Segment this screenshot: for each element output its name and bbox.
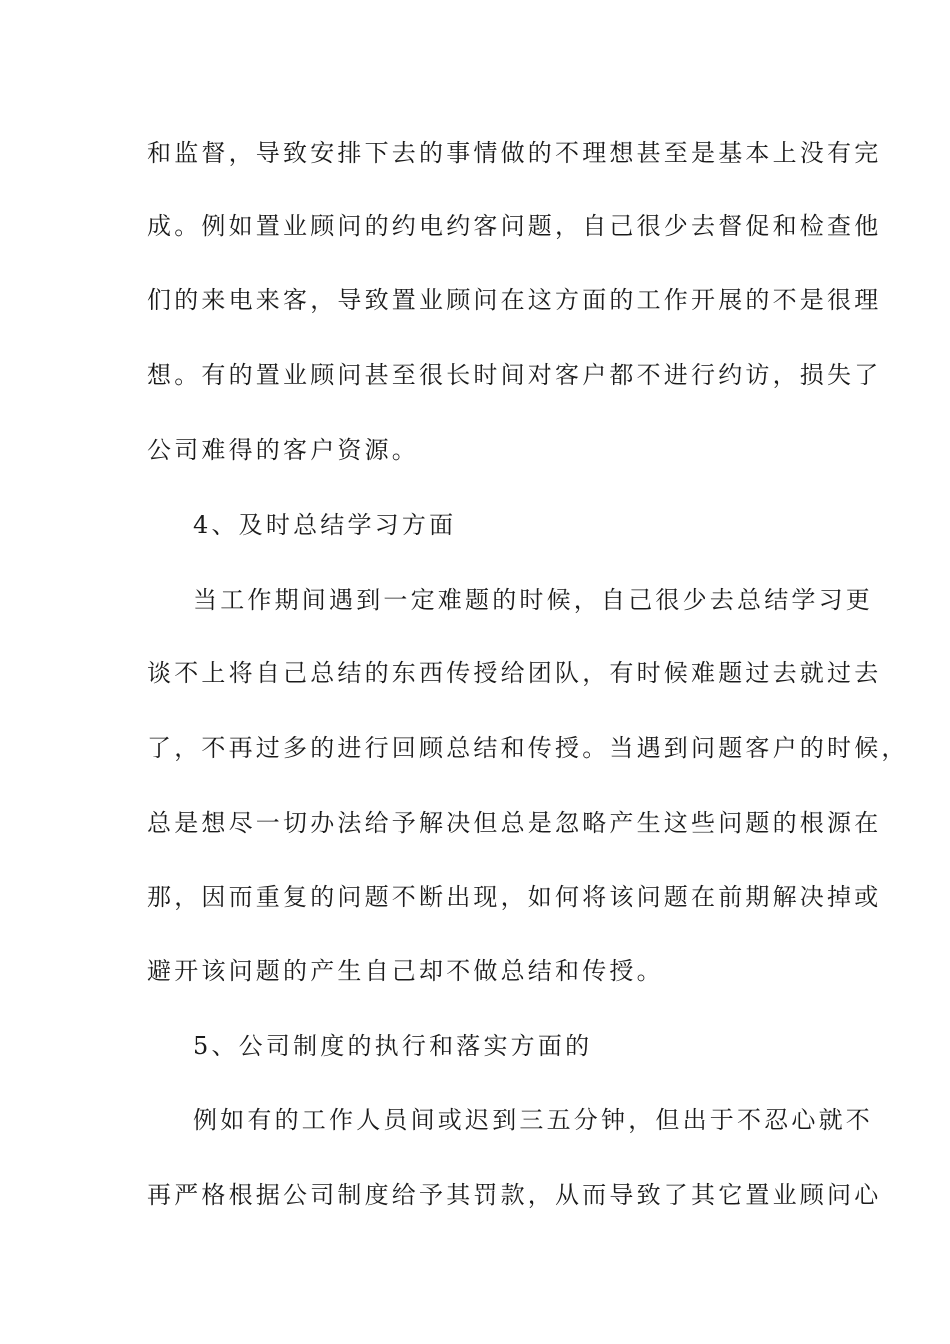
paragraph-line: 和监督，导致安排下去的事情做的不理想甚至是基本上没有完 (147, 139, 882, 167)
paragraph-line: 总是想尽一切办法给予解决但总是忽略产生这些问题的根源在 (147, 809, 882, 837)
paragraph-line: 们的来电来客，导致置业顾问在这方面的工作开展的不是很理 (147, 286, 882, 314)
paragraph-line: 成。例如置业顾问的约电约客问题，自己很少去督促和检查他 (147, 212, 882, 240)
paragraph-line: 避开该问题的产生自己却不做总结和传授。 (147, 957, 664, 985)
paragraph-line: 谈不上将自己总结的东西传授给团队，有时候难题过去就过去 (147, 659, 882, 687)
paragraph-line: 想。有的置业顾问甚至很长时间对客户都不进行约访，损失了 (147, 361, 882, 389)
paragraph-line: 当工作期间遇到一定难题的时候，自己很少去总结学习更 (193, 586, 873, 614)
paragraph-line: 公司难得的客户资源。 (147, 436, 419, 464)
paragraph-line: 再严格根据公司制度给予其罚款，从而导致了其它置业顾问心 (147, 1181, 882, 1209)
section-heading: 4、及时总结学习方面 (193, 511, 457, 539)
section-heading: 5、公司制度的执行和落实方面的 (193, 1032, 593, 1060)
paragraph-line: 例如有的工作人员间或迟到三五分钟，但出于不忍心就不 (193, 1106, 873, 1134)
paragraph-line: 了，不再过多的进行回顾总结和传授。当遇到问题客户的时候， (147, 734, 909, 762)
paragraph-line: 那，因而重复的问题不断出现，如何将该问题在前期解决掉或 (147, 883, 882, 911)
